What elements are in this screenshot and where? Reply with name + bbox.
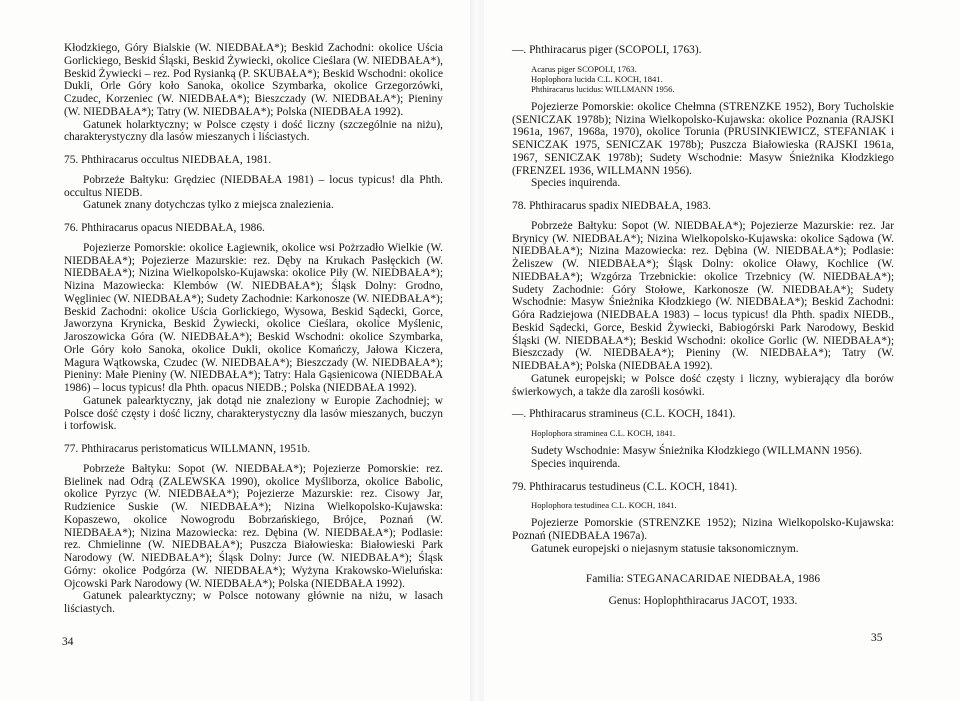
- synonym-line: Acarus piger SCOPOLI, 1763.: [531, 63, 637, 74]
- right-page: [484, 0, 960, 701]
- paragraph: Gatunek europejski o niejasnym statusie taksonomicznym.: [531, 542, 799, 555]
- synonym-line: Hoplophora testudinea C.L. KOCH, 1841.: [531, 500, 677, 511]
- page-number: 35: [871, 632, 883, 644]
- page-number: 34: [62, 636, 74, 648]
- paragraph: Pojezierze Pomorskie (STRENZKE 1952); Nizina Wielkopolsko-Kujawska: Poznań (NIEDBAŁA 1967a).: [512, 517, 894, 542]
- paragraph: Pobrzeże Bałtyku: Sopot (W. NIEDBAŁA*); Pojezierze Pomorskie: rez. Bielinek nad Odrą (ZALEWSKA 1990), okolice Myśliborza, okolice Babolic, okolice Pyrzyc (W. NIEDBAŁA*); Pojezierze Mazurskie: rez. Cisowy Jar, Rudzienice Suskie (W. NIEDBAŁA*); Nizina Wielkopolsko-Kujawska: Kopaszewo, okolice Nowogrodu Bobrzańskiego, Brójce, Poznań (W. NIEDBAŁA*); Nizina Mazowiecka: rez. Dębina (W. NIEDBAŁA*); Podlasie: rez. Chmielinne (W. NIEDBAŁA*); Puszcza Białowieska: Białowieski Park Narodowy (W. NIEDBAŁA*); Śląsk Dolny: Jurce (W. NIEDBAŁA*); Śląsk Górny: okolice Podgórza (W. NIEDBAŁA*); Wyżyna Krakowsko-Wieluńska: Ojcowski Park Narodowy (W. NIEDBAŁA*); Polska (NIEDBAŁA 1992).: [64, 462, 443, 590]
- synonym-line: Hoplophora straminea C.L. KOCH, 1841.: [531, 428, 676, 438]
- left-page: [0, 0, 472, 701]
- paragraph: Pojezierze Pomorskie: okolice Chełmna (STRENZKE 1952), Bory Tucholskie (SENICZAK 1978b); Nizina Wielkopolsko-Kujawska: okolice Poznania (RAJSKI 1961a, 1967, 1968a, 1970), okolice Torunia (PRUSINKIEWICZ, STEFANIAK i SENICZAK 1975, SENICZAK 1978b); Puszcza Białowieska (RAJSKI 1961a, 1967, SENICZAK 1978b); Sudety Wschodnie: Masyw Śnieżnika Kłodzkiego (FRENZEL 1936, WILLMANN 1956).: [512, 100, 894, 177]
- paragraph: Pobrzeże Bałtyku: Grędziec (NIEDBAŁA 1981) – locus typicus! dla Phth. occultus NIEDB.: [64, 173, 443, 199]
- paragraph: Sudety Wschodnie: Masyw Śnieżnika Kłodzkiego (WILLMANN 1956).: [531, 445, 863, 457]
- paragraph: Kłodzkiego, Góry Bialskie (W. NIEDBAŁA*); Beskid Zachodni: okolice Uścia Gorlickiego, Beskid Śląski, Beskid Żywiecki, okolice Cieślara (W. NIEDBAŁA*), Beskid Żywiecki – rez. Pod Rysianką (P. SKUBAŁA*); Beskid Wschodni: okolice Dukli, Orle Góry koło Sanoka, okolice Szymbarka, okolice Grzegorzówki, Czudec, Korzeniec (W. NIEDBAŁA*); Bieszczady (W. NIEDBAŁA*); Pieniny (W. NIEDBAŁA*); Tatry (W. NIEDBAŁA*); Polska (NIEDBAŁA 1992).: [64, 42, 443, 118]
- paragraph: Species inquirenda.: [531, 457, 621, 470]
- paragraph: Gatunek europejski; w Polsce dość częsty i liczny, wybierający dla borów świerkowych, a także dla zarośli kosówki.: [512, 372, 894, 398]
- left-text-column: [64, 42, 443, 616]
- paragraph: Gatunek palearktyczny, jak dotąd nie znaleziony w Europie Zachodniej; w Polsce dość częsty i dość liczny, charakterystyczny dla lasów mieszanych, buczyn i torfowisk.: [64, 394, 443, 433]
- paragraph: Pojezierze Pomorskie: okolice Łagiewnik, okolice wsi Pożrzadło Wielkie (W. NIEDBAŁA*); Pojezierze Mazurskie: rez. Dęby na Krukach Pasłęckich (W. NIEDBAŁA*); Nizina Wielkopolsko-Kujawska: okolice Piły (W. NIEDBAŁA*); Nizina Mazowiecka: Klembów (W. NIEDBAŁA*); Śląsk Dolny: Grodno, Węgliniec (W. NIEDBAŁA*); Sudety Zachodnie: Karkonosze (W. NIEDBAŁA*); Beskid Zachodni: okolice Uścia Gorlickiego, Wysowa, Beskid Sądecki, Gorce, Jaworzyna Krynicka, Beskid Żywiecki, okolice Cieślara, okolice Myślenic, Jaroszowicka Góra (W. NIEDBAŁA*); Beskid Wschodni: okolice Szymbarka, Orle Góry koło Sanoka, okolice Dukli, okolice Komańczy, Jałowa Kiczera, Magura Wątkowska, Czudec (W. NIEDBAŁA*); Bieszczady (W. NIEDBAŁA*); Pieniny: Małe Pieniny (W. NIEDBAŁA*); Tatry: Hala Gąsienicowa (NIEDBAŁA 1986) – locus typicus! dla Phth. opacus NIEDB.; Polska (NIEDBAŁA 1992).: [64, 241, 443, 394]
- synonym-line: Hoplophora lucida C.L. KOCH, 1841.: [531, 73, 663, 84]
- paragraph: Gatunek holarktyczny; w Polsce częsty i dość liczny (szczególnie na niżu), charakterystyczny dla lasów mieszanych i liściastych.: [64, 118, 443, 144]
- paragraph: Species inquirenda.: [531, 177, 621, 190]
- species-heading: —. Phthiracarus piger (SCOPOLI, 1763).: [512, 44, 702, 56]
- right-text-column: [512, 44, 894, 608]
- genus-heading: Genus: Hoplophthiracarus JACOT, 1933.: [608, 595, 798, 608]
- species-heading: 78. Phthiracarus spadix NIEDBAŁA, 1983.: [512, 200, 711, 212]
- species-heading: 79. Phthiracarus testudineus (C.L. KOCH, 1841).: [512, 480, 738, 493]
- synonym-line: Phthiracarus lucidus: WILLMANN 1956.: [531, 83, 675, 94]
- book-gutter: [470, 0, 484, 701]
- species-heading: 76. Phthiracarus opacus NIEDBAŁA, 1986.: [64, 222, 265, 234]
- species-heading: —. Phthiracarus stramineus (C.L. KOCH, 1841).: [512, 408, 736, 421]
- paragraph: Gatunek znany dotychczas tylko z miejsca znalezienia.: [83, 199, 334, 212]
- species-heading: 75. Phthiracarus occultus NIEDBAŁA, 1981.: [64, 154, 272, 166]
- paragraph: Pobrzeże Bałtyku: Sopot (W. NIEDBAŁA*); Pojezierze Mazurskie: rez. Jar Brynicy (W. NIEDBAŁA*); Nizina Wielkopolsko-Kujawska: okolice Sądowa (W. NIEDBAŁA*); Nizina Mazowiecka: rez. Dębina (W. NIEDBAŁA*); Podlasie: Żeliszew (W. NIEDBAŁA*); Śląsk Dolny: okolice Oławy, Kochlice (W. NIEDBAŁA*); Wzgórza Trzebnickie: okolice Trzebnicy (W. NIEDBAŁA*); Sudety Zachodnie: Góry Stołowe, Karkonosze (W. NIEDBAŁA*); Sudety Wschodnie: Masyw Śnieżnika Kłodzkiego (W. NIEDBAŁA*); Beskid Zachodni: Góra Radziejowa (NIEDBAŁA 1983) – locus typicus! dla Phth. spadix NIEDB., Beskid Sądecki, Gorce, Beskid Żywiecki, Babiogórski Park Narodowy, Beskid Śląski (W. NIEDBAŁA*); Beskid Wschodni: okolice Gorlic (W. NIEDBAŁA*); Bieszczady (W. NIEDBAŁA*); Pieniny (W. NIEDBAŁA*); Tatry (W. NIEDBAŁA*); Polska (NIEDBAŁA 1992).: [512, 219, 894, 372]
- species-heading: 77. Phthiracarus peristomaticus WILLMANN, 1951b.: [64, 443, 311, 455]
- family-heading: Familia: STEGANACARIDAE NIEDBAŁA, 1986: [585, 572, 821, 585]
- paragraph: Gatunek palearktyczny; w Polsce notowany głównie na niżu, w lasach liściastych.: [64, 590, 443, 615]
